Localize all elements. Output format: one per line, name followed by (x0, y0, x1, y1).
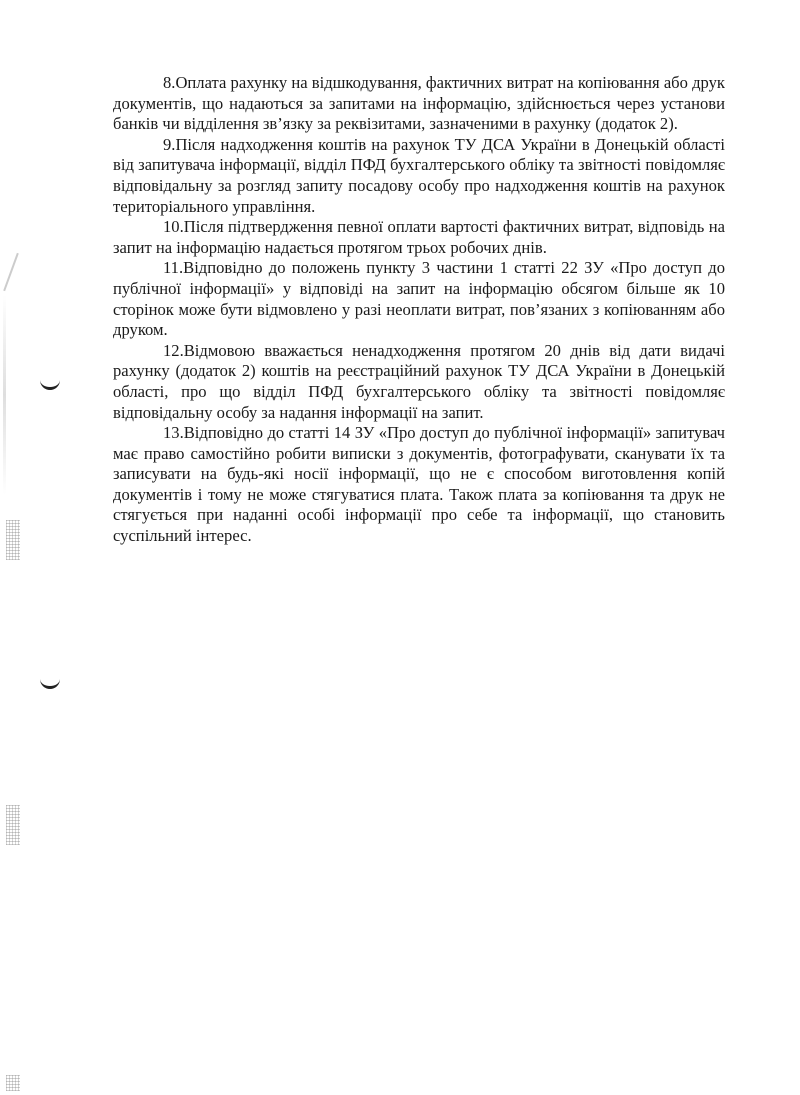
scan-edge-shadow (3, 295, 6, 495)
scan-noise (6, 805, 20, 845)
scan-noise (6, 1075, 20, 1091)
punch-hole-mark (40, 676, 60, 689)
paragraph-12: 12.Відмовою вважається ненадходження протягом 20 днів від дати видачі рахунку (додаток 2) коштів на реєстраційний рахунок ТУ ДСА України в Донецькій області, про що відділ ПФД бухгалтерського обліку та звітності повідомляє відповідальну особу за надання інформації на запит. (113, 340, 725, 422)
paragraph-13: 13.Відповідно до статті 14 ЗУ «Про доступ до публічної інформації» запитувач має право самостійно робити виписки з документів, фотографувати, сканувати їх та записувати на будь-які носії інформації, що не є способом виготовлення копій документів і тому не може стягуватися плата. Також плата за копіювання та друк не стягується при наданні особі інформації про себе та інформації, що становить суспільний інтерес. (113, 423, 725, 546)
paragraph-8: 8.Оплата рахунку на відшкодування, фактичних витрат на копіювання або друк документів, що надаються за запитами на інформацію, здійснюється через установи банків чи відділення зв’язку за реквізитами, зазначеними в рахунку (додаток 2). (113, 73, 725, 134)
scan-noise (6, 520, 20, 560)
paragraph-10: 10.Після підтвердження певної оплати вартості фактичних витрат, відповідь на запит на інформацію надається протягом трьох робочих днів. (113, 217, 725, 257)
scan-edge-mark (3, 253, 19, 291)
paragraph-9: 9.Після надходження коштів на рахунок ТУ ДСА України в Донецькій області від запитувача інформації, відділ ПФД бухгалтерського обліку та звітності повідомляє відповідальну за розгляд запиту посадову особу про надходження коштів на рахунок територіального управління. (113, 134, 725, 216)
paragraph-11: 11.Відповідно до положень пункту 3 частини 1 статті 22 ЗУ «Про доступ до публічної інформації» у відповіді на запит на інформацію обсягом більше як 10 сторінок може бути відмовлено у разі неоплати витрат, пов’язаних з копіюванням або друком. (113, 258, 725, 340)
punch-hole-mark (40, 377, 60, 390)
document-body (113, 73, 725, 547)
